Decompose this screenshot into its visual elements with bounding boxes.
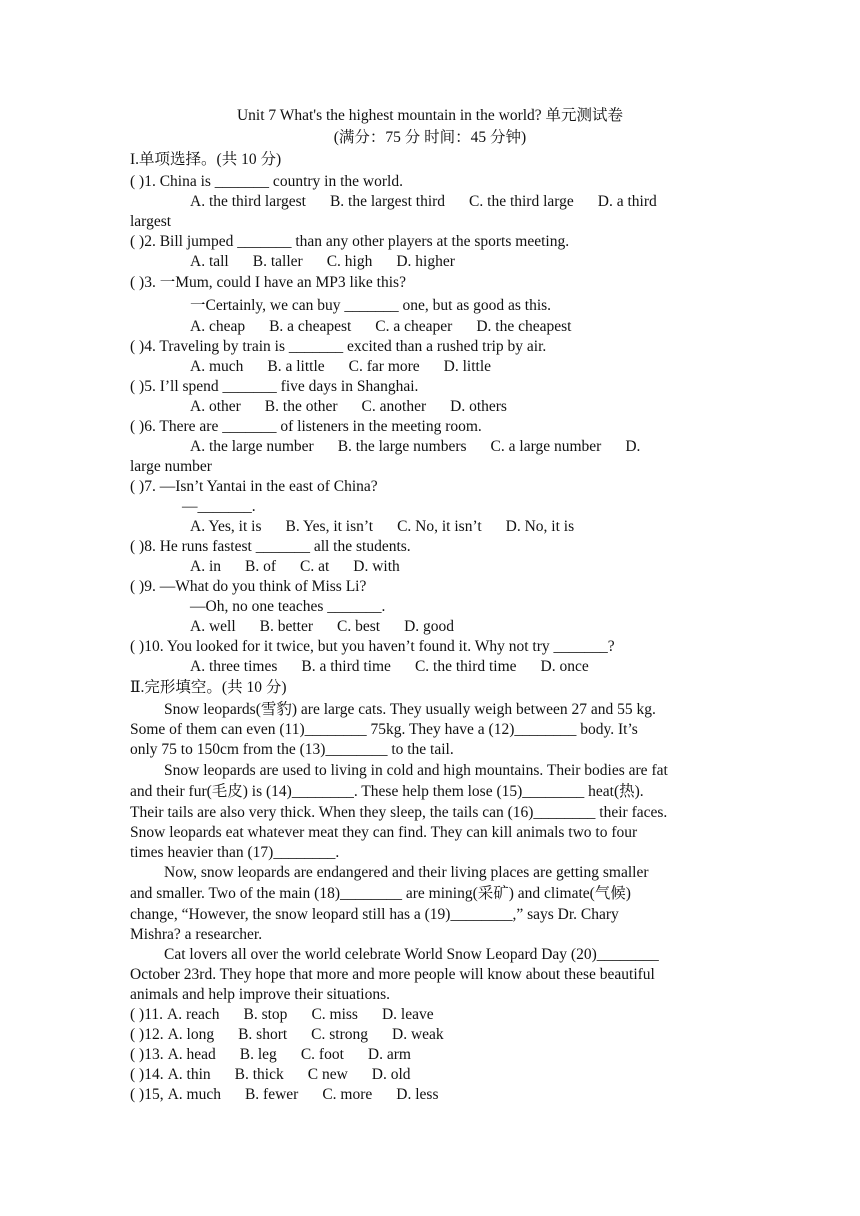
cloze-question-11 xyxy=(130,1005,740,1025)
option-a: A. well xyxy=(190,618,236,635)
question-8-options xyxy=(190,557,740,577)
option-b: B. fewer xyxy=(244,1086,299,1103)
option-d: D. xyxy=(625,438,641,455)
cloze-question-15 xyxy=(130,1085,740,1105)
question-3-stem: ( )3. 一Mum, could I have an MP3 like this? xyxy=(130,274,406,291)
question-2-stem: ( )2. Bill jumped _______ than any other players at the sports meeting. xyxy=(130,233,570,250)
question-7-stem: ( )7. —Isn’t Yantai in the east of China? xyxy=(130,478,378,495)
option-a: A. head xyxy=(167,1046,216,1063)
passage-line: and their fur(毛皮) is (14)________. These help them lose (15)________ heat(热). xyxy=(130,783,644,800)
document-subtitle: (满分：75 分 时间：45 分钟) xyxy=(333,129,527,146)
question-2-options xyxy=(190,252,740,272)
option-a: A. much xyxy=(167,1086,221,1103)
option-a: A. cheap xyxy=(190,318,246,335)
option-d: D. once xyxy=(540,658,589,675)
option-c: C. far more xyxy=(348,358,420,375)
option-a: A. three times xyxy=(190,658,278,675)
passage-line: and smaller. Two of the main (18)________ are mining(采矿) and climate(气候) xyxy=(130,885,631,902)
cloze-question-12 xyxy=(130,1025,740,1045)
cloze-number: ( )15, xyxy=(130,1086,164,1103)
option-d: D. leave xyxy=(381,1006,434,1023)
cloze-question-14 xyxy=(130,1065,740,1085)
option-b: B. a third time xyxy=(301,658,391,675)
option-c: C. foot xyxy=(300,1046,344,1063)
question-4-stem: ( )4. Traveling by train is _______ excited than a rushed trip by air. xyxy=(130,338,547,355)
option-b: B. Yes, it isn’t xyxy=(285,518,374,535)
passage-line: Snow leopards(雪豹) are large cats. They usually weigh between 27 and 55 kg. xyxy=(164,701,656,718)
option-d: D. with xyxy=(353,558,400,575)
option-d: D. little xyxy=(443,358,492,375)
option-c: C. No, it isn’t xyxy=(397,518,482,535)
question-1-option-wrap: largest xyxy=(130,213,172,230)
passage-line: times heavier than (17)________. xyxy=(130,844,340,861)
passage-line: Cat lovers all over the world celebrate World Snow Leopard Day (20)________ xyxy=(164,946,659,963)
option-c: C. the third time xyxy=(414,658,517,675)
option-a: A. in xyxy=(190,558,221,575)
option-a: A. other xyxy=(190,398,241,415)
option-a: A. the large number xyxy=(190,438,314,455)
option-b: B. a little xyxy=(267,358,325,375)
option-b: B. taller xyxy=(252,253,303,270)
option-b: B. the large numbers xyxy=(337,438,467,455)
document-title: Unit 7 What's the highest mountain in the world? 单元测试卷 xyxy=(236,107,624,124)
question-8-stem: ( )8. He runs fastest _______ all the students. xyxy=(130,538,411,555)
option-b: B. leg xyxy=(239,1046,277,1063)
option-c: C. high xyxy=(326,253,373,270)
question-3-options xyxy=(190,317,740,337)
passage-line: Snow leopards eat whatever meat they can find. They can kill animals two to four xyxy=(130,824,638,841)
passage-line: animals and help improve their situations. xyxy=(130,986,391,1003)
cloze-number: ( )14. xyxy=(130,1066,164,1083)
option-b: B. of xyxy=(245,558,276,575)
cloze-question-13 xyxy=(130,1045,740,1065)
option-c: C. best xyxy=(337,618,381,635)
question-9-options xyxy=(190,617,740,637)
question-1-stem: ( )1. China is _______ country in the world. xyxy=(130,173,403,190)
passage-line: Mishra? a researcher. xyxy=(130,926,263,943)
option-c: C. at xyxy=(300,558,330,575)
question-6-stem: ( )6. There are _______ of listeners in the meeting room. xyxy=(130,418,482,435)
question-5-options xyxy=(190,397,740,417)
option-d: D. old xyxy=(371,1066,411,1083)
passage-line: change, “However, the snow leopard still has a (19)________,” says Dr. Chary xyxy=(130,906,619,923)
passage-line: Some of them can even (11)________ 75kg. They have a (12)________ body. It’s xyxy=(130,721,638,738)
passage-line: Snow leopards are used to living in cold and high mountains. Their bodies are fat xyxy=(164,762,668,779)
option-c: C. strong xyxy=(311,1026,369,1043)
option-d: D. less xyxy=(396,1086,439,1103)
option-d: D. good xyxy=(404,618,455,635)
option-d: D. No, it is xyxy=(505,518,575,535)
option-d: D. arm xyxy=(367,1046,411,1063)
question-6-option-wrap: large number xyxy=(130,458,212,475)
question-3-reply: 一Certainly, we can buy _______ one, but as good as this. xyxy=(190,297,552,314)
option-b: B. better xyxy=(259,618,314,635)
option-c: C. a cheaper xyxy=(375,318,453,335)
option-d: D. higher xyxy=(396,253,455,270)
option-c: C. a large number xyxy=(490,438,602,455)
passage-line: Their tails are also very thick. When they sleep, the tails can (16)________ their faces. xyxy=(130,804,668,821)
passage-line: October 23rd. They hope that more and more people will know about these beautiful xyxy=(130,966,655,983)
option-c: C. more xyxy=(322,1086,373,1103)
passage-line: only 75 to 150cm from the (13)________ to the tail. xyxy=(130,741,454,758)
option-d: D. weak xyxy=(392,1026,444,1043)
option-a: A. reach xyxy=(167,1006,220,1023)
option-c: C. miss xyxy=(311,1006,358,1023)
option-a: A. Yes, it is xyxy=(190,518,262,535)
question-9-reply: —Oh, no one teaches _______. xyxy=(190,598,386,615)
option-c: C. the third large xyxy=(469,193,574,210)
option-d: D. others xyxy=(450,398,507,415)
option-a: A. much xyxy=(190,358,244,375)
question-4-options xyxy=(190,357,740,377)
question-7-options xyxy=(190,517,740,537)
option-b: B. the largest third xyxy=(329,193,446,210)
question-1-options xyxy=(190,192,740,212)
option-b: B. thick xyxy=(234,1066,284,1083)
question-6-options xyxy=(190,437,740,457)
option-c: C new xyxy=(307,1066,348,1083)
option-a: A. the third largest xyxy=(190,193,306,210)
option-d: D. a third xyxy=(597,193,657,210)
cloze-number: ( )11. xyxy=(130,1006,163,1023)
option-b: B. a cheapest xyxy=(269,318,352,335)
option-c: C. another xyxy=(361,398,427,415)
section-heading-cloze: Ⅱ.完形填空。(共 10 分) xyxy=(130,679,287,696)
option-b: B. the other xyxy=(264,398,338,415)
cloze-number: ( )12. xyxy=(130,1026,164,1043)
question-10-stem: ( )10. You looked for it twice, but you haven’t found it. Why not try _______? xyxy=(130,638,615,655)
cloze-number: ( )13. xyxy=(130,1046,164,1063)
section-heading-multiple-choice: I.单项选择。(共 10 分) xyxy=(130,151,282,168)
question-5-stem: ( )5. I’ll spend _______ five days in Shanghai. xyxy=(130,378,419,395)
option-d: D. the cheapest xyxy=(476,318,572,335)
passage-line: Now, snow leopards are endangered and their living places are getting smaller xyxy=(164,864,649,881)
question-9-stem: ( )9. —What do you think of Miss Li? xyxy=(130,578,367,595)
option-b: B. stop xyxy=(243,1006,288,1023)
question-7-reply: —_______. xyxy=(182,498,256,515)
option-a: A. thin xyxy=(167,1066,211,1083)
option-a: A. tall xyxy=(190,253,229,270)
question-10-options xyxy=(190,657,740,677)
option-a: A. long xyxy=(167,1026,215,1043)
option-b: B. short xyxy=(238,1026,288,1043)
